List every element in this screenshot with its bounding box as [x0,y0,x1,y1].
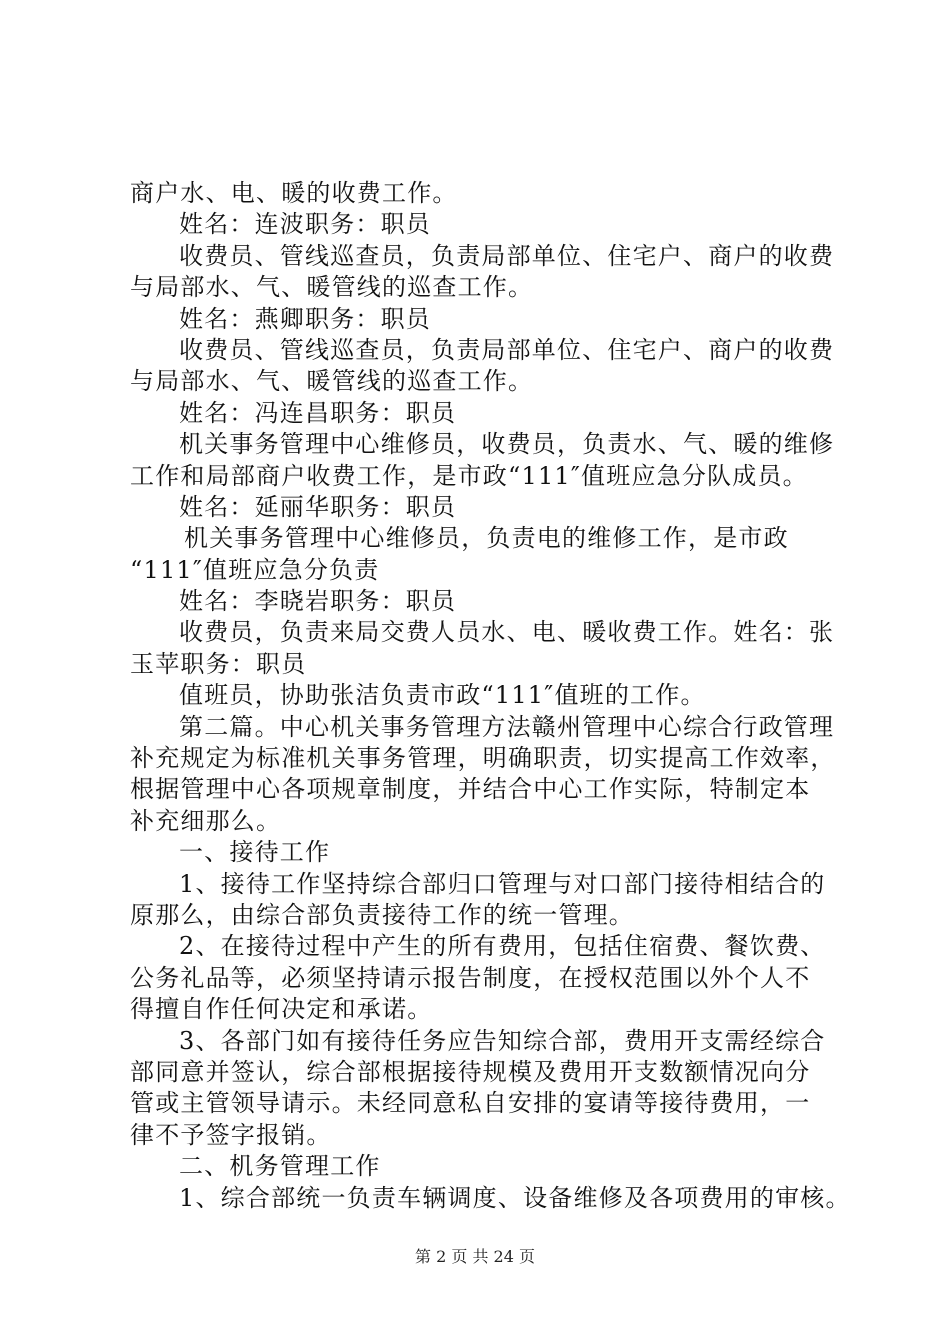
text-line: 1、综合部统一负责车辆调度、设备维修及各项费用的审核。 [179,1183,851,1212]
text-line: 姓名：李晓岩职务：职员 [179,587,457,616]
text-line: 收费员、管线巡查员，负责局部单位、住宅户、商户的收费 [179,335,835,364]
text-line: 与局部水、气、暖管线的巡查工作。 [130,273,534,302]
text-line: 原那么，由综合部负责接待工作的统一管理。 [130,900,634,929]
text-line: 3、各部门如有接待任务应告知综合部，费用开支需经综合 [179,1026,826,1055]
text-line: 机关事务管理中心维修员，收费员，负责水、气、暖的维修 [179,430,835,459]
text-line: 工作和局部商户收费工作，是市政“111″值班应急分队成员。 [130,461,808,490]
text-line: 姓名：冯连昌职务：职员 [179,398,457,427]
text-line: 姓名：燕卿职务：职员 [179,304,431,333]
text-line: 一、接待工作 [179,838,331,867]
text-line: 2、在接待过程中产生的所有费用，包括住宿费、餐饮费、 [179,932,826,961]
text-line: 补充规定为标准机关事务管理，明确职责，切实提高工作效率， [130,744,836,773]
text-line: 第二篇。中心机关事务管理方法赣州管理中心综合行政管理 [179,712,835,741]
text-line: 二、机务管理工作 [179,1152,381,1181]
text-line: 值班员，协助张洁负责市政“111″值班的工作。 [179,681,706,710]
text-line: 姓名：延丽华职务：职员 [179,492,457,521]
text-line: 部同意并签认，综合部根据接待规模及费用开支数额情况向分 [130,1057,811,1086]
text-line: 姓名：连波职务：职员 [179,210,431,239]
text-line: 收费员，负责来局交费人员水、电、暖收费工作。姓名：张 [179,618,835,647]
text-line: 律不予签字报销。 [130,1120,332,1149]
text-line: 管或主管领导请示。未经同意私自安排的宴请等接待费用，一 [130,1089,811,1118]
text-line: 1、接待工作坚持综合部归口管理与对口部门接待相结合的 [179,869,826,898]
text-line: 收费员、管线巡查员，负责局部单位、住宅户、商户的收费 [179,241,835,270]
document-body [130,178,851,1214]
text-line: 公务礼品等，必须坚持请示报告制度，在授权范围以外个人不 [130,963,811,992]
text-line: 根据管理中心各项规章制度，并结合中心工作实际，特制定本 [130,775,811,804]
text-line: 得擅自作任何决定和承诺。 [130,995,433,1024]
text-line: 机关事务管理中心维修员，负责电的维修工作，是市政 [184,524,789,553]
page-footer: 第 2 页 共 24 页 [415,1247,535,1266]
text-line: “111″值班应急分负责 [130,555,380,584]
text-line: 商户水、电、暖的收费工作。 [130,179,458,207]
text-line: 与局部水、气、暖管线的巡查工作。 [130,367,534,396]
text-line: 玉苹职务：职员 [130,649,307,678]
text-line: 补充细那么。 [130,806,282,835]
